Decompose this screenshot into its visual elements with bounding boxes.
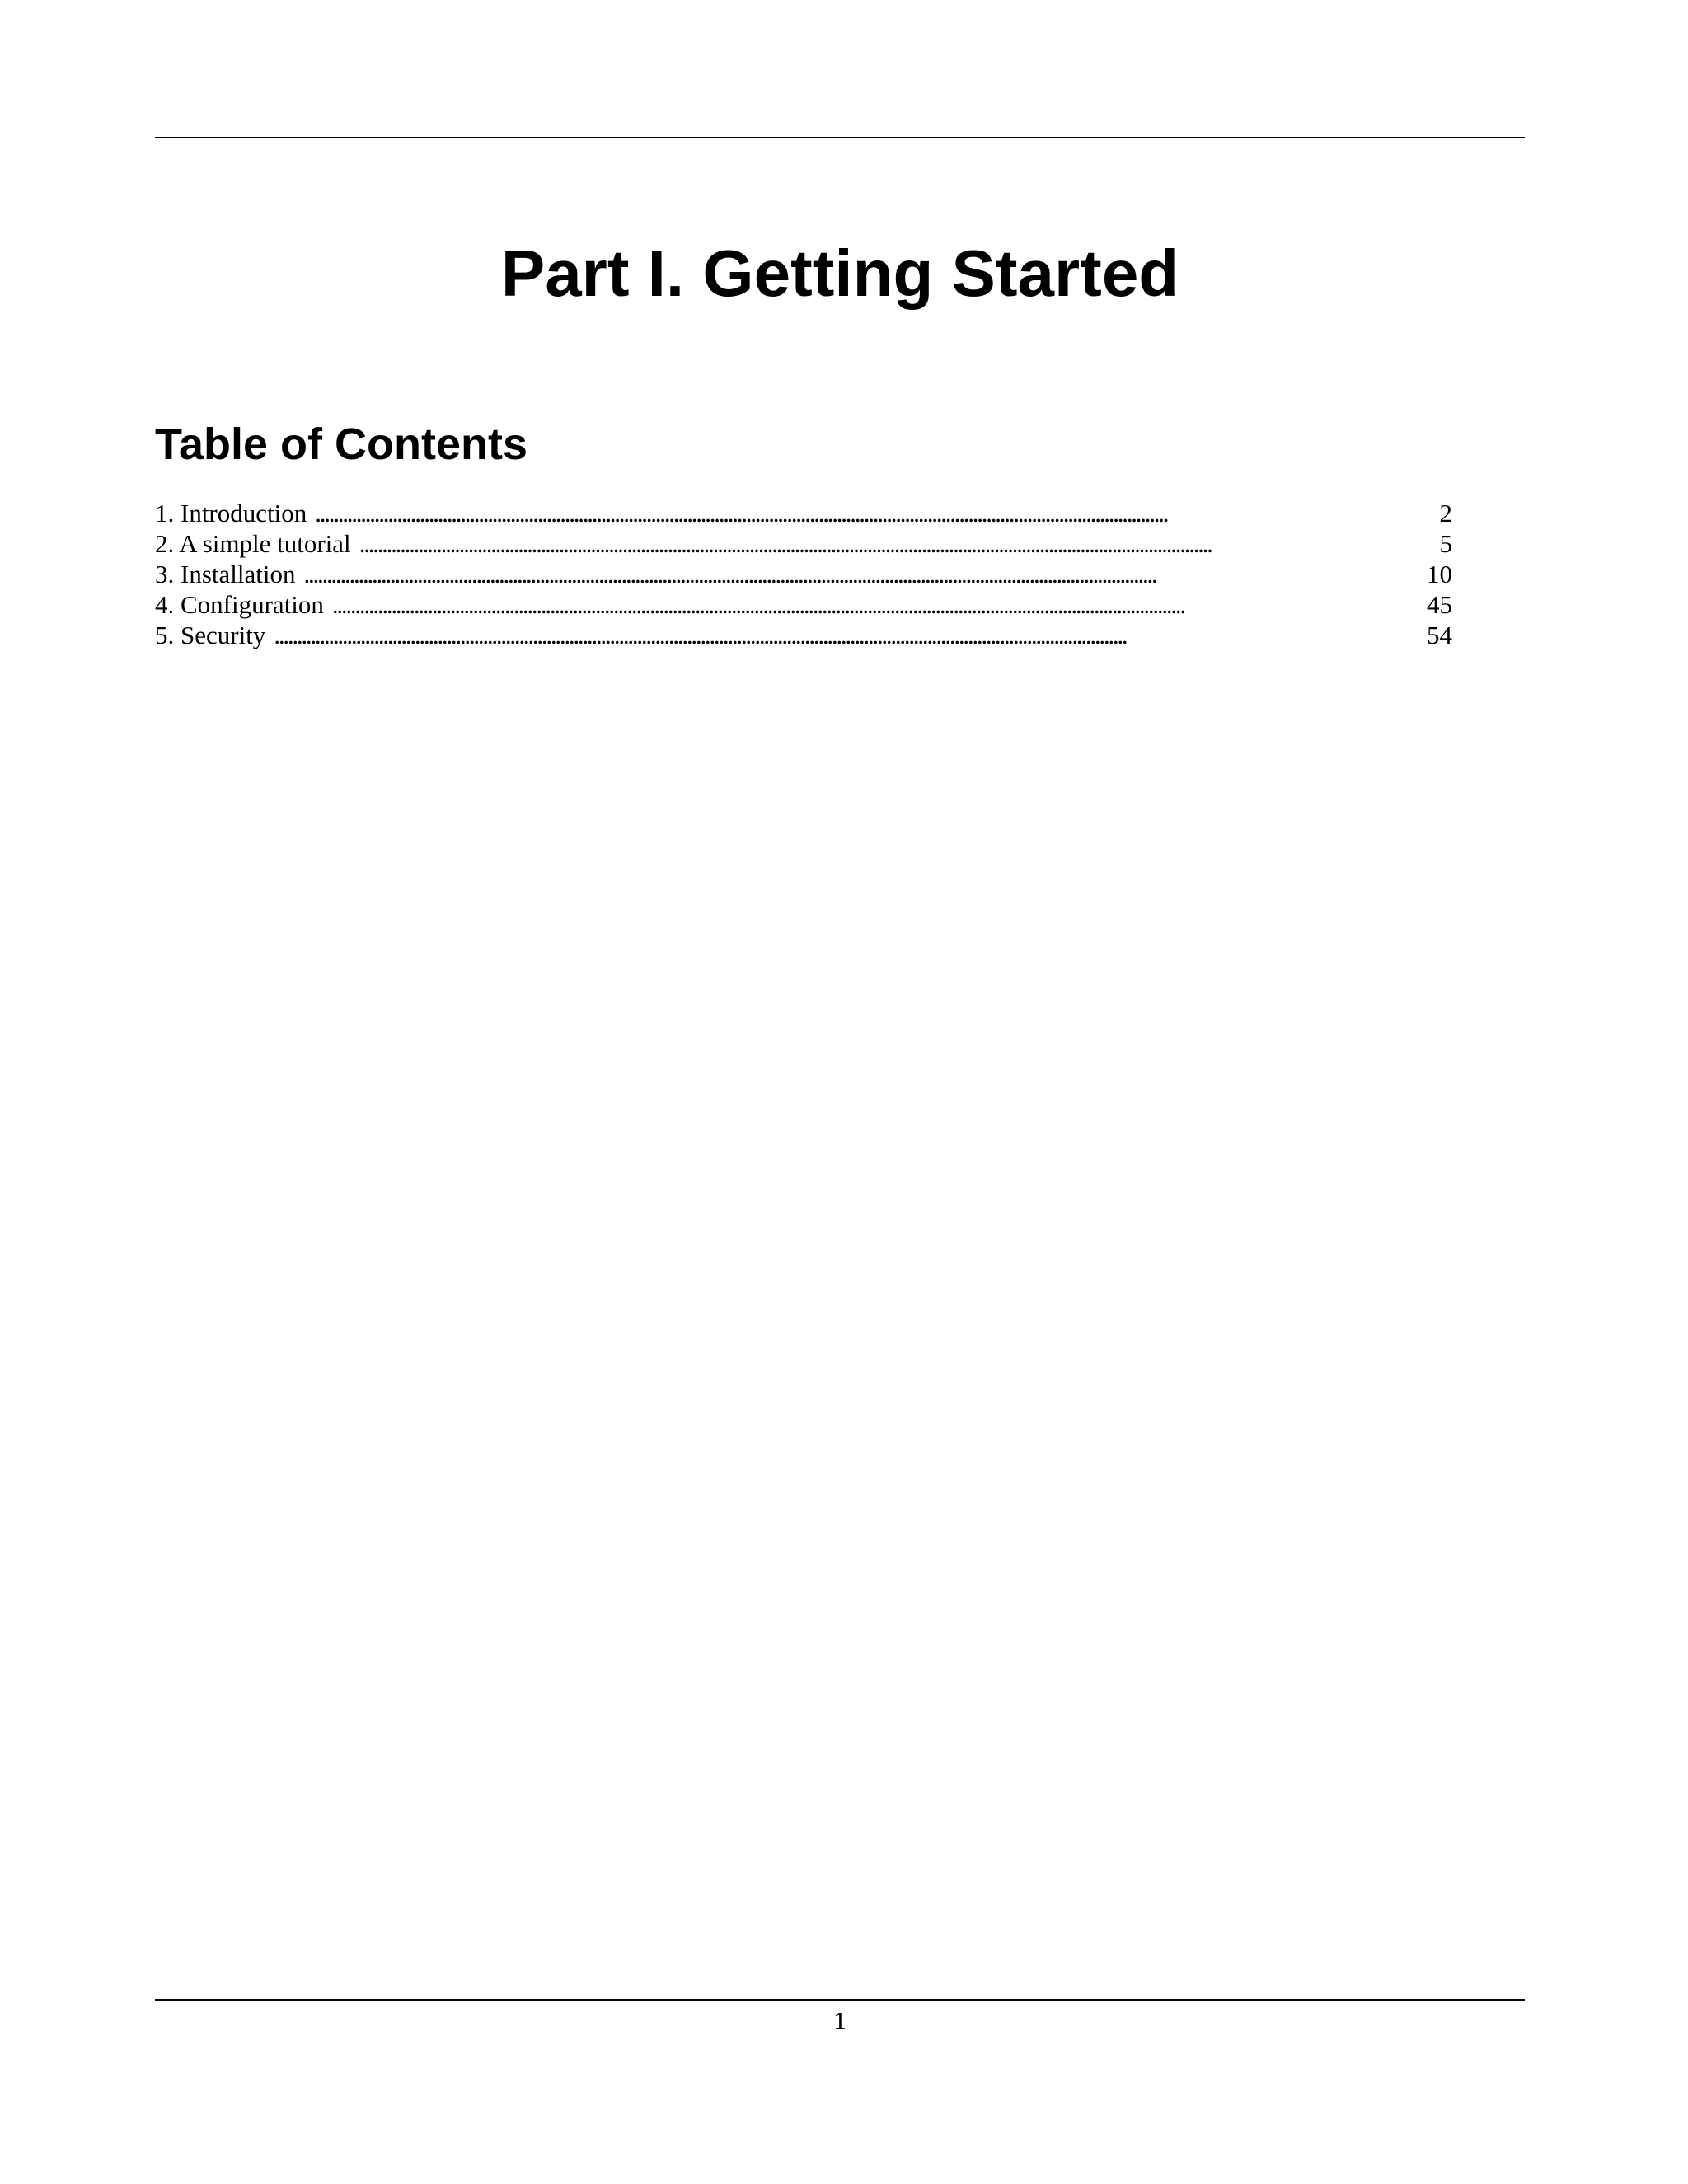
toc-entry-title: 1. Introduction [155,499,307,527]
toc-entry-page: 5 [1439,529,1452,558]
header-rule [155,137,1525,138]
toc-entry-title: 3. Installation [155,560,296,588]
toc-entry-page: 54 [1427,621,1452,649]
dot-leader [274,620,1422,650]
dot-leader [315,498,1434,528]
toc-entry-installation[interactable] [155,559,1452,589]
dot-leader [332,589,1422,620]
dot-leader [303,559,1422,589]
toc-heading: Table of Contents [155,419,528,469]
toc-entry-simple-tutorial[interactable] [155,528,1452,559]
part-title: Part I. Getting Started [500,237,1179,310]
dot-leader [359,528,1435,559]
toc-entry-configuration[interactable] [155,589,1452,620]
toc-entry-security[interactable] [155,620,1452,650]
toc-entry-page: 10 [1427,560,1452,588]
toc-entry-page: 45 [1427,590,1452,619]
page-number: 1 [833,2006,846,2035]
footer-rule [155,1999,1525,2001]
toc-entry-page: 2 [1439,499,1452,527]
toc-entry-title: 5. Security [155,621,266,649]
toc-entry-title: 4. Configuration [155,590,324,619]
table-of-contents [155,498,1452,650]
toc-entry-title: 2. A simple tutorial [155,529,351,558]
toc-entry-introduction[interactable] [155,498,1452,528]
